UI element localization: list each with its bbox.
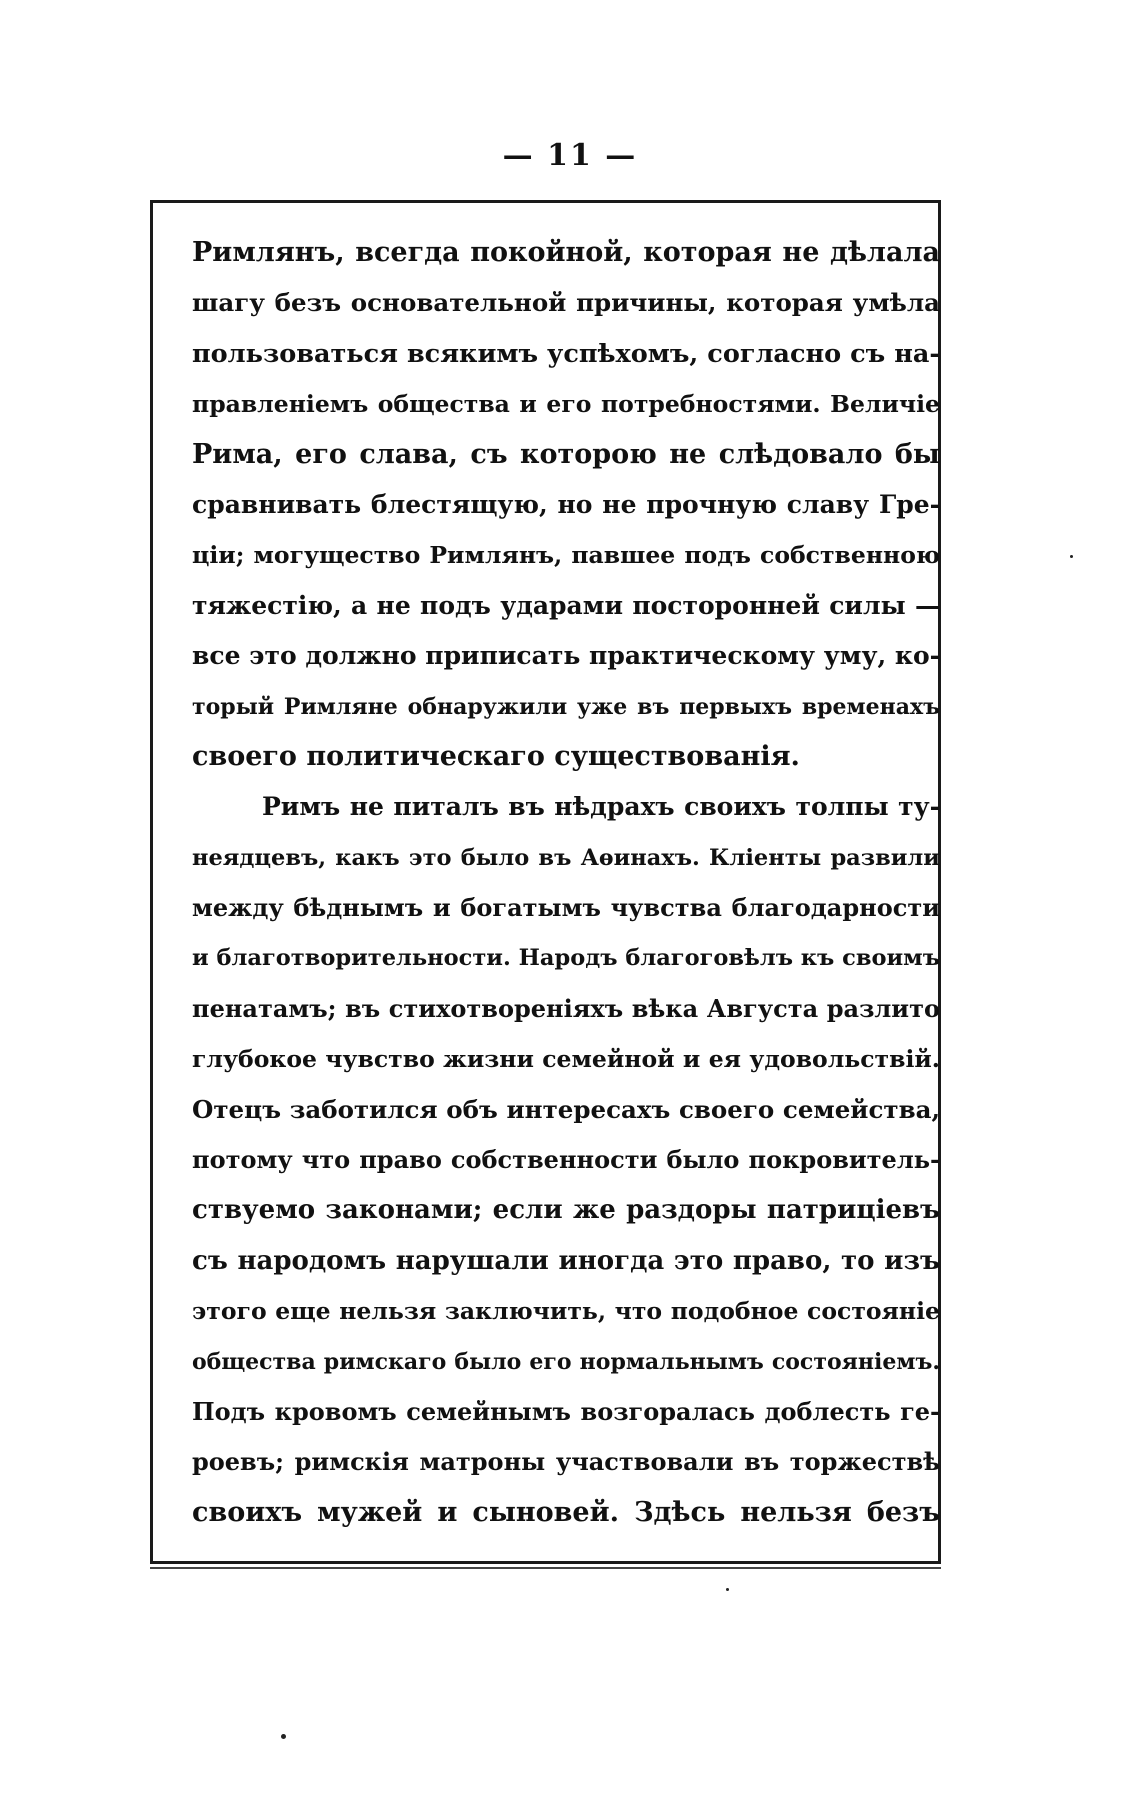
text-line: все это должно приписать практическому уму, ко- bbox=[192, 641, 940, 671]
text-line: Рима, его слава, съ которою не слѣдовало бы bbox=[192, 438, 940, 470]
text-line: Римлянъ, всегда покойной, которая не дѣлала bbox=[192, 237, 940, 268]
text-line: роевъ; римскія матроны участвовали въ торжествѣ bbox=[192, 1447, 940, 1477]
ink-speck bbox=[281, 1734, 286, 1739]
text-line: глубокое чувство жизни семейной и ея удовольствій. bbox=[192, 1045, 940, 1074]
ink-speck bbox=[1070, 555, 1073, 558]
text-line: Подъ кровомъ семейнымъ возгоралась доблесть ге- bbox=[192, 1396, 940, 1426]
text-line: общества римскаго было его нормальнымъ состояніемъ. bbox=[192, 1348, 940, 1375]
text-line: съ народомъ нарушали иногда это право, то изъ bbox=[192, 1245, 940, 1276]
text-line: правленіемъ общества и его потребностями. Величіе bbox=[192, 390, 940, 419]
page-number: — 11 — bbox=[502, 138, 638, 173]
frame-bottom-rule bbox=[150, 1567, 941, 1569]
ink-speck bbox=[726, 1588, 729, 1591]
text-line: между бѣднымъ и богатымъ чувства благодарности bbox=[192, 893, 940, 923]
text-line: потому что право собственности было покровитель- bbox=[192, 1145, 940, 1175]
text-line: пользоваться всякимъ успѣхомъ, согласно съ на- bbox=[192, 338, 940, 369]
text-line: пенатамъ; въ стихотвореніяхъ вѣка Августа разлито bbox=[192, 993, 940, 1023]
text-line: тяжестію, а не подъ ударами посторонней силы — bbox=[192, 590, 940, 620]
text-line: и благотворительности. Народъ благоговѣлъ къ своимъ bbox=[192, 945, 940, 972]
text-line: своего политическаго существованія. bbox=[192, 740, 800, 772]
text-line: своихъ мужей и сыновей. Здѣсь нельзя безъ bbox=[192, 1496, 940, 1528]
text-line: Отецъ заботился объ интересахъ своего семейства, bbox=[192, 1094, 940, 1124]
paragraph-first-line: Римъ не питалъ въ нѣдрахъ своихъ толпы ту- bbox=[262, 792, 940, 822]
text-line: этого еще нельзя заключить, что подобное состояніе bbox=[192, 1297, 940, 1326]
text-line: шагу безъ основательной причины, которая умѣла bbox=[192, 288, 940, 318]
text-line: ствуемо законами; если же раздоры патриціевъ bbox=[192, 1195, 940, 1226]
text-line: сравнивать блестящую, но не прочную славу Гре- bbox=[192, 489, 940, 519]
body-text bbox=[192, 228, 940, 1538]
text-line: ціи; могущество Римлянъ, павшее подъ собственною bbox=[192, 541, 940, 570]
text-line: торый Римляне обнаружили уже въ первыхъ временахъ bbox=[192, 693, 940, 720]
text-line: неядцевъ, какъ это было въ Аѳинахъ. Кліенты развили bbox=[192, 844, 940, 871]
